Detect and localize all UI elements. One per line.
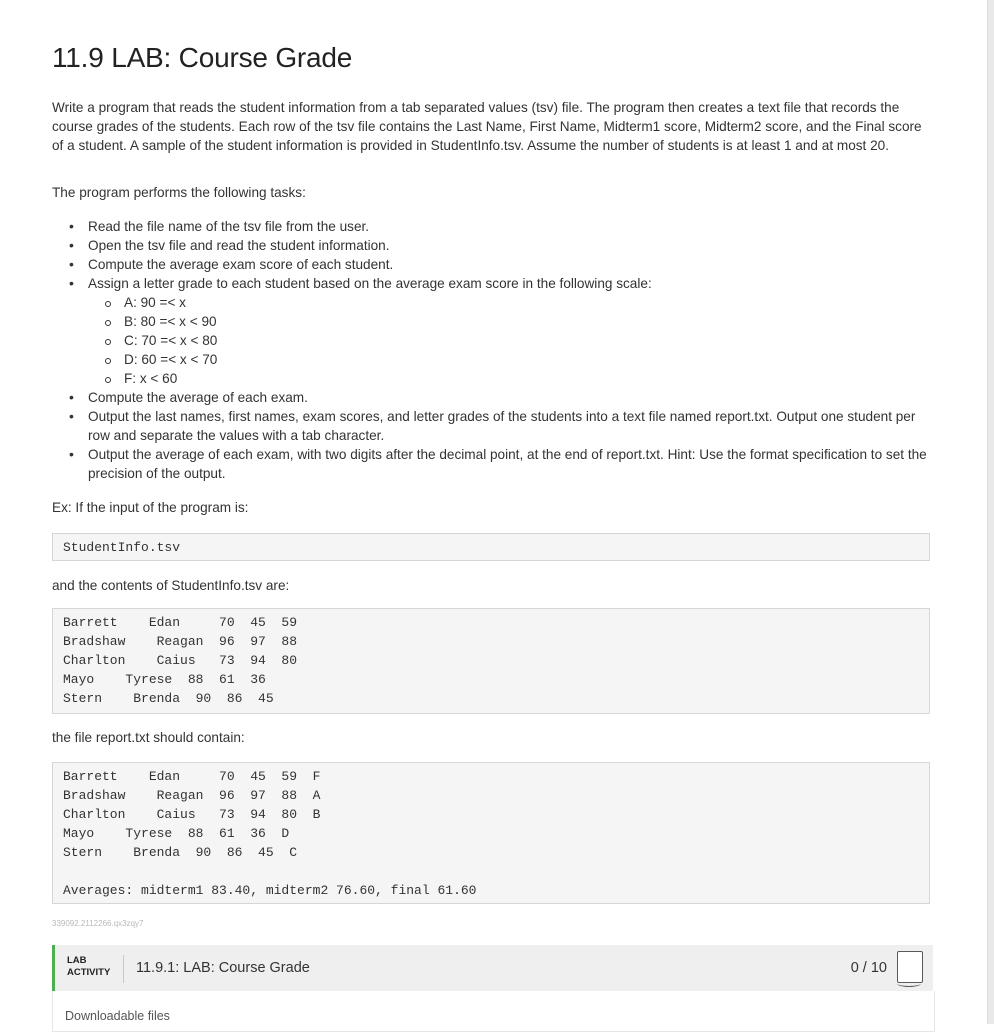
example-intro: Ex: If the input of the program is: [52,500,249,515]
lab-divider [123,955,124,983]
lab-score: 0 / 10 [850,960,887,976]
page-title: 11.9 LAB: Course Grade [52,42,353,73]
grade-scale-list [88,293,932,388]
lab-activity-header [52,945,933,991]
lab-label-line: ACTIVITY [67,967,111,978]
page-scrollbar[interactable] [987,0,994,1024]
report-line: Barrett Edan 70 45 59 F [63,769,321,784]
tsv-line: Stern Brenda 90 86 45 [63,691,274,706]
task-item: • Compute the average exam score of each student. [52,255,932,274]
downloadable-files-panel [52,991,935,1032]
score-badge-icon [897,951,923,983]
grade-scale-item: F: x < 60 [88,369,932,388]
intro-paragraph: Write a program that reads the student information from a tab separated values (tsv) file. The program then creates a text file that records the course grades of the students. Each row of the tsv file contains the Last Name, First Name, Midterm1 score, Midterm2 score, and the Final score of a student. A sample of the student information is provided in StudentInfo.tsv. Assume the number of students is at least 1 and at most 20. [52,100,922,153]
task-item: • Output the average of each exam, with two digits after the decimal point, at the end of report.txt. Hint: Use the format specification to set the precision of the output. [52,445,932,483]
task-item: • Read the file name of the tsv file from the user. [52,217,932,236]
tasks-intro: The program performs the following tasks: [52,185,306,200]
report-line: Stern Brenda 90 86 45 C [63,845,298,860]
task-list [52,217,932,483]
contents-intro: and the contents of StudentInfo.tsv are: [52,578,290,593]
grade-scale-item: C: 70 =< x < 80 [88,331,932,350]
tsv-line: Barrett Edan 70 45 59 [63,615,298,630]
grade-scale-item: A: 90 =< x [88,293,932,312]
lab-activity-label [67,955,110,979]
downloadable-files-label: Downloadable files [65,1009,170,1023]
grade-scale-item: D: 60 =< x < 70 [88,350,932,369]
task-item: • Compute the average of each exam. [52,388,932,407]
task-item: • Output the last names, first names, exam scores, and letter grades of the students into a text file named report.txt. Output one student per row and separate the values with a tab character. [52,407,932,445]
task-item: • Open the tsv file and read the student information. [52,236,932,255]
tsv-line: Mayo Tyrese 88 61 36 [63,672,266,687]
report-line: Bradshaw Reagan 96 97 88 A [63,788,321,803]
input-filename-box [52,533,930,561]
task-item [52,274,932,388]
lab-activity-title: 11.9.1: LAB: Course Grade [136,960,310,976]
tsv-line: Charlton Caius 73 94 80 [63,653,298,668]
lab-label-line: LAB [67,955,87,966]
task-item-text: Assign a letter grade to each student based on the average exam score in the following scale: [88,276,652,291]
report-averages: Averages: midterm1 83.40, midterm2 76.60, final 61.60 [63,883,477,898]
report-intro: the file report.txt should contain: [52,730,245,745]
report-line: Charlton Caius 73 94 80 B [63,807,321,822]
report-line: Mayo Tyrese 88 61 36 D [63,826,290,841]
tsv-line: Bradshaw Reagan 96 97 88 [63,634,298,649]
input-filename: StudentInfo.tsv [63,540,181,555]
watermark-id: 339092.2112266.qx3zqy7 [52,919,144,928]
grade-scale-item: B: 80 =< x < 90 [88,312,932,331]
report-contents-box [52,762,930,904]
tsv-contents-box [52,608,930,714]
